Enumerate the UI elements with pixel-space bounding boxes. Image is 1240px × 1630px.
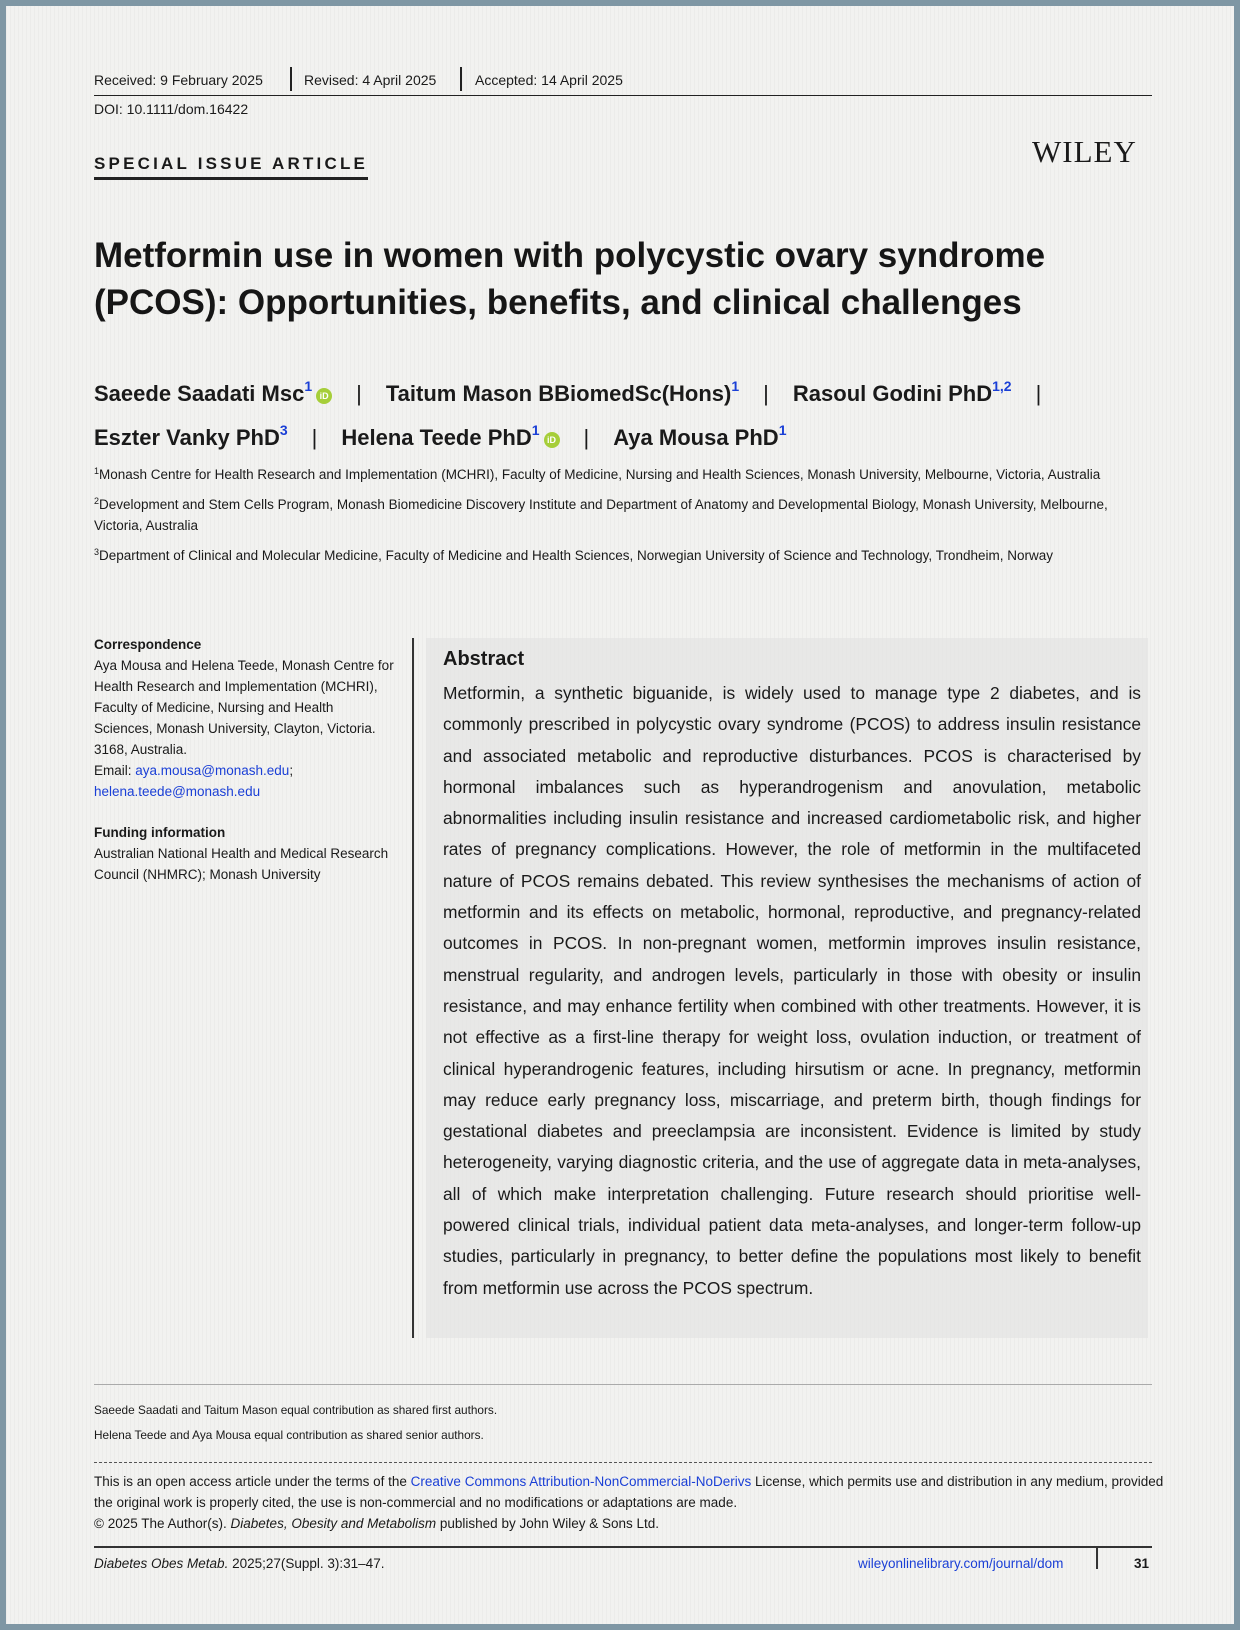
author-separator: |: [356, 381, 362, 406]
affiliation-number: 1: [94, 466, 100, 476]
affiliation-text: Monash Centre for Health Research and Implementation (MCHRI), Faculty of Medicine, Nursing and Health Sciences, Monash University, Melbourne, Victoria, Australia: [99, 467, 1101, 482]
abstract-heading: Abstract: [443, 648, 525, 670]
affiliation-number: 2: [94, 496, 100, 506]
title-line: Metformin use in women with polycystic ovary syndrome: [94, 236, 1046, 275]
author-separator: |: [763, 381, 769, 406]
dates-line: [94, 65, 1152, 96]
email-link[interactable]: aya.mousa@monash.edu: [135, 763, 290, 778]
doi: DOI: 10.1111/dom.16422: [94, 101, 249, 117]
copyright-journal: Diabetes, Obesity and Metabolism: [230, 1516, 437, 1531]
affiliation-number: 3: [94, 547, 100, 557]
orcid-icon[interactable]: iD: [316, 388, 332, 404]
journal-citation: [94, 1556, 384, 1571]
license-link[interactable]: Creative Commons Attribution-NonCommercial-NoDerivs: [410, 1474, 752, 1489]
date-separator: [460, 67, 462, 91]
accepted-date: Accepted: 14 April 2025: [475, 72, 623, 88]
email-link[interactable]: helena.teede@monash.edu: [94, 784, 261, 799]
author-separator: |: [1035, 381, 1042, 406]
affiliation: [94, 491, 1154, 536]
license-notice: [94, 1471, 1164, 1534]
funding-body: Australian National Health and Medical Research Council (NHMRC); Monash University: [94, 846, 389, 882]
publisher-logo: WILEY: [1032, 134, 1137, 169]
footnote: Helena Teede and Aya Mousa equal contribution as shared senior authors.: [94, 1428, 484, 1442]
citation-text: 2025;27(Suppl. 3):31–47.: [228, 1556, 385, 1571]
article-title: [94, 232, 1174, 326]
footer-separator: [1096, 1547, 1098, 1569]
author-name[interactable]: Aya Mousa PhD: [613, 425, 779, 450]
author-separator: |: [311, 425, 318, 450]
sidebar: [94, 634, 394, 885]
email-label: Email:: [94, 763, 136, 778]
abstract-text: Metformin, a synthetic biguanide, is widely used to manage type 2 diabetes, and is commonly prescribed in polycystic ovary syndrome (PCOS) to address insulin resistance and associated metabolic and reproductive disturbances. PCOS is characterised by hormonal imbalances such as hyperandrogenism and anovulation, metabolic abnormalities including insulin resistance and increased cardiometabolic risk, and higher rates of pregnancy complications. However, the role of metformin in the multifaceted nature of PCOS remains debated. This review synthesises the mechanisms of action of metformin and its effects on metabolic, hormonal, reproductive, and pregnancy-related outcomes in PCOS. In non-pregnant women, metformin improves insulin resistance, menstrual regularity, and androgen levels, particularly in those with obesity or insulin resistance, and may enhance fertility when combined with other treatments. However, it is not effective as a first-line therapy for weight loss, ovulation induction, or treatment of clinical hyperandrogenic features, including hirsutism or acne. In pregnancy, metformin may reduce early pregnancy loss, miscarriage, and preterm birth, though findings for gestational diabetes and preeclampsia are inconsistent. Evidence is limited by study heterogeneity, varying diagnostic criteria, and the use of aggregate data in meta-analyses, all of which make interpretation challenging. Future research should prioritise well-powered clinical trials, individual patient data meta-analyses, and longer-term follow-up studies, particularly in pregnancy, to better define the populations most likely to benefit from metformin use across the PCOS spectrum.: [443, 683, 1141, 1298]
contribution-footnotes: [94, 1398, 497, 1448]
email-separator: ;: [289, 763, 294, 778]
journal-url-link[interactable]: wileyonlinelibrary.com/journal/dom: [858, 1556, 1064, 1571]
correspondence-body: [94, 655, 394, 802]
author-line: [94, 368, 1204, 412]
article-type-label: SPECIAL ISSUE ARTICLE: [94, 154, 368, 180]
revised-date: Revised: 4 April 2025: [304, 72, 437, 88]
author-line: [94, 412, 1204, 456]
author-name[interactable]: Taitum Mason BBiomedSc(Hons): [385, 381, 732, 406]
affiliation-text: Department of Clinical and Molecular Medicine, Faculty of Medicine and Health Sciences, Norwegian University of Science and Technology, Trondheim, Norway: [99, 548, 1053, 563]
journal-abbrev: Diabetes Obes Metab.: [94, 1556, 229, 1571]
license-rule: [94, 1462, 1152, 1463]
footnote-rule: [94, 1384, 1152, 1385]
affiliation-ref[interactable]: 1,2: [992, 378, 1012, 394]
author-list: [94, 368, 1204, 456]
received-date: Received: 9 February 2025: [94, 72, 263, 88]
orcid-icon[interactable]: iD: [544, 432, 560, 448]
date-separator: [290, 67, 292, 91]
title-line: (PCOS): Opportunities, benefits, and clinical challenges: [94, 283, 1022, 322]
correspondence-text: Aya Mousa and Helena Teede, Monash Centre for Health Research and Implementation (MCHRI), Faculty of Medicine, Nursing and Health Sciences, Monash University, Clayton, Victoria. 3168, Australia.: [94, 658, 394, 757]
affiliations: [94, 461, 1154, 572]
correspondence-heading: Correspondence: [94, 637, 202, 652]
footer-rule: [94, 1546, 1152, 1548]
affiliation-ref[interactable]: 1: [531, 422, 540, 438]
affiliation: [94, 542, 1154, 566]
affiliation-ref[interactable]: 3: [279, 422, 288, 438]
license-text: License, which permits use and distribution in any medium, provided the original work is properly cited, the use is non-commercial and no modifications or adaptations are made.: [94, 1474, 1164, 1510]
author-name[interactable]: Rasoul Godini PhD: [792, 381, 993, 406]
affiliation-ref[interactable]: 1: [778, 422, 787, 438]
affiliation-text: Development and Stem Cells Program, Monash Biomedicine Discovery Institute and Department of Anatomy and Developmental Biology, Monash University, Melbourne, Victoria, Australia: [94, 497, 1108, 533]
license-text: This is an open access article under the terms of the: [94, 1474, 411, 1489]
author-name[interactable]: Eszter Vanky PhD: [94, 425, 280, 450]
affiliation-ref[interactable]: 1: [731, 378, 740, 394]
abstract-divider: [412, 638, 414, 1338]
copyright-text: published by John Wiley & Sons Ltd.: [436, 1516, 660, 1531]
footnote: Saeede Saadati and Taitum Mason equal contribution as shared first authors.: [94, 1403, 498, 1417]
funding-heading: Funding information: [94, 825, 226, 840]
affiliation: [94, 461, 1154, 485]
author-name[interactable]: Helena Teede PhD: [341, 425, 532, 450]
author-separator: |: [583, 425, 590, 450]
article-page: [6, 6, 1234, 1624]
copyright-text: © 2025 The Author(s).: [94, 1516, 231, 1531]
author-name[interactable]: Saeede Saadati Msc: [94, 381, 305, 406]
page-number: 31: [1134, 1556, 1150, 1571]
affiliation-ref[interactable]: 1: [304, 378, 313, 394]
